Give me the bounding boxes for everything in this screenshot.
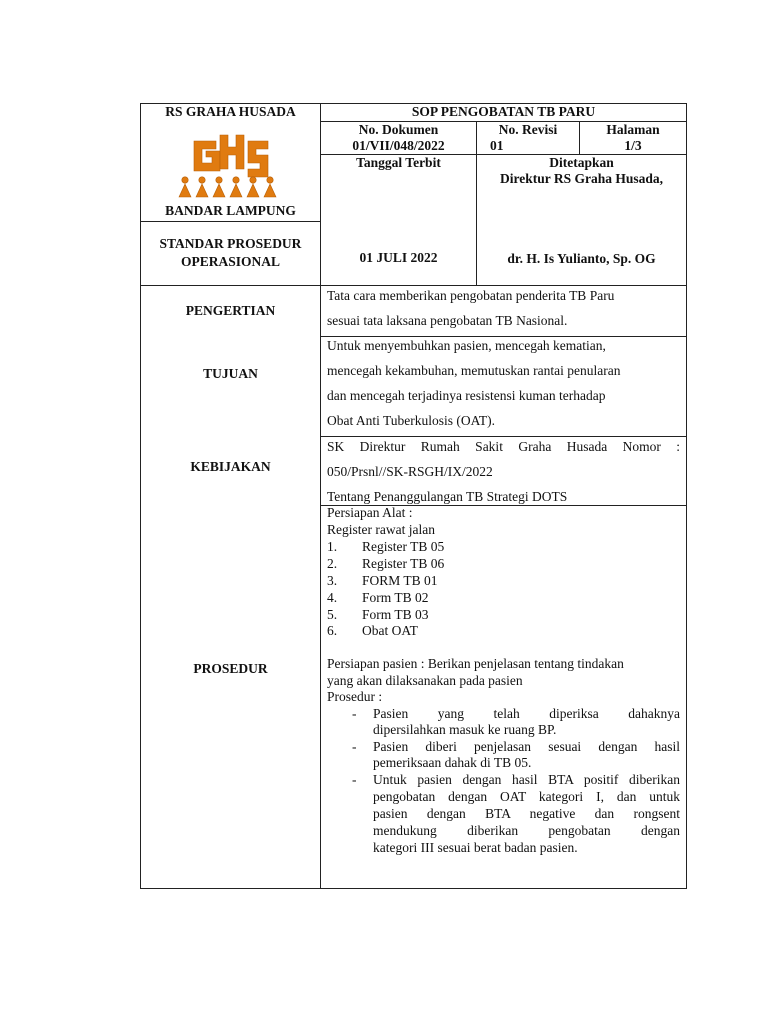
list-item: Register TB 05 — [362, 539, 445, 554]
list-item-number: 6. — [327, 623, 338, 638]
hospital-name: RS GRAHA HUSADA — [165, 104, 296, 119]
list-item-number: 2. — [327, 556, 338, 571]
doc-type-line2: OPERASIONAL — [180, 254, 280, 269]
list-item: FORM TB 01 — [362, 573, 438, 588]
approved-by: Direktur RS Graha Husada, — [499, 171, 664, 186]
step-line: mendukung diberikan pengobatan dengan — [373, 823, 680, 838]
signatory: dr. H. Is Yulianto, Sp. OG — [507, 251, 656, 266]
step-dash: - — [352, 706, 357, 721]
list-item: Register TB 06 — [362, 556, 445, 571]
list-item-number: 5. — [327, 607, 338, 622]
doc-no-label: No. Dokumen — [358, 122, 439, 137]
approved-label: Ditetapkan — [549, 155, 614, 170]
section-label-tujuan: TUJUAN — [203, 366, 258, 381]
section-label-pengertian: PENGERTIAN — [185, 303, 276, 318]
tujuan-line: dan mencegah terjadinya resistensi kuman terhadap — [327, 388, 606, 403]
step-line: dipersilahkan masuk ke ruang BP. — [373, 722, 557, 737]
city-name: BANDAR LAMPUNG — [165, 203, 296, 218]
list-item-number: 1. — [327, 539, 338, 554]
revision-label: No. Revisi — [498, 122, 558, 137]
step-dash: - — [352, 739, 357, 754]
issue-date-label: Tanggal Terbit — [356, 155, 441, 170]
section-label-kebijakan: KEBIJAKAN — [190, 459, 271, 474]
list-item: Form TB 02 — [362, 590, 429, 605]
issue-date-value: 01 JULI 2022 — [359, 250, 438, 265]
section-label-prosedur: PROSEDUR — [193, 661, 268, 676]
step-line: Pasien diberi penjelasan sesuai dengan hasil — [373, 739, 680, 754]
hospital-logo — [176, 127, 280, 203]
step-dash: - — [352, 772, 357, 787]
list-item-number: 4. — [327, 590, 338, 605]
persiapan-alat-label: Persiapan Alat : — [327, 505, 413, 520]
tujuan-line: Untuk menyembuhkan pasien, mencegah kematian, — [327, 338, 606, 353]
tujuan-line: Obat Anti Tuberkulosis (OAT). — [327, 413, 496, 428]
pengertian-line: Tata cara memberikan pengobatan penderita TB Paru — [327, 288, 615, 303]
doc-no-value: 01/VII/048/2022 — [352, 138, 445, 153]
revision-value: 01 — [490, 138, 504, 153]
page-value: 1/3 — [624, 138, 642, 153]
persiapan-pasien-line: yang akan dilaksanakan pada pasien — [327, 673, 523, 688]
step-line: pengobatan dengan OAT kategori I, dan untuk — [373, 789, 680, 804]
logo-icon — [176, 127, 280, 203]
page-label: Halaman — [606, 122, 660, 137]
step-line: kategori III sesuai berat badan pasien. — [373, 840, 578, 855]
step-line: pasien dengan BTA negative dan rongsent — [373, 806, 680, 821]
step-line: pemeriksaan dahak di TB 05. — [373, 755, 532, 770]
sop-title: SOP PENGOBATAN TB PARU — [411, 104, 596, 119]
list-item-number: 3. — [327, 573, 338, 588]
persiapan-pasien-line: Persiapan pasien : Berikan penjelasan tentang tindakan — [327, 656, 624, 671]
list-item: Obat OAT — [362, 623, 418, 638]
doc-type-line1: STANDAR PROSEDUR — [159, 236, 302, 251]
kebijakan-line: SK Direktur Rumah Sakit Graha Husada Nomor : — [327, 439, 680, 454]
tujuan-line: mencegah kekambuhan, memutuskan rantai penularan — [327, 363, 621, 378]
list-item: Form TB 03 — [362, 607, 429, 622]
prosedur-sub-label: Prosedur : — [327, 689, 383, 704]
step-line: Untuk pasien dengan hasil BTA positif diberikan — [373, 772, 680, 787]
kebijakan-line: Tentang Penanggulangan TB Strategi DOTS — [327, 489, 568, 504]
kebijakan-line: 050/Prsnl//SK-RSGH/IX/2022 — [327, 464, 493, 479]
step-line: Pasien yang telah diperiksa dahaknya — [373, 706, 680, 721]
register-label: Register rawat jalan — [327, 522, 435, 537]
pengertian-line: sesuai tata laksana pengobatan TB Nasional. — [327, 313, 568, 328]
